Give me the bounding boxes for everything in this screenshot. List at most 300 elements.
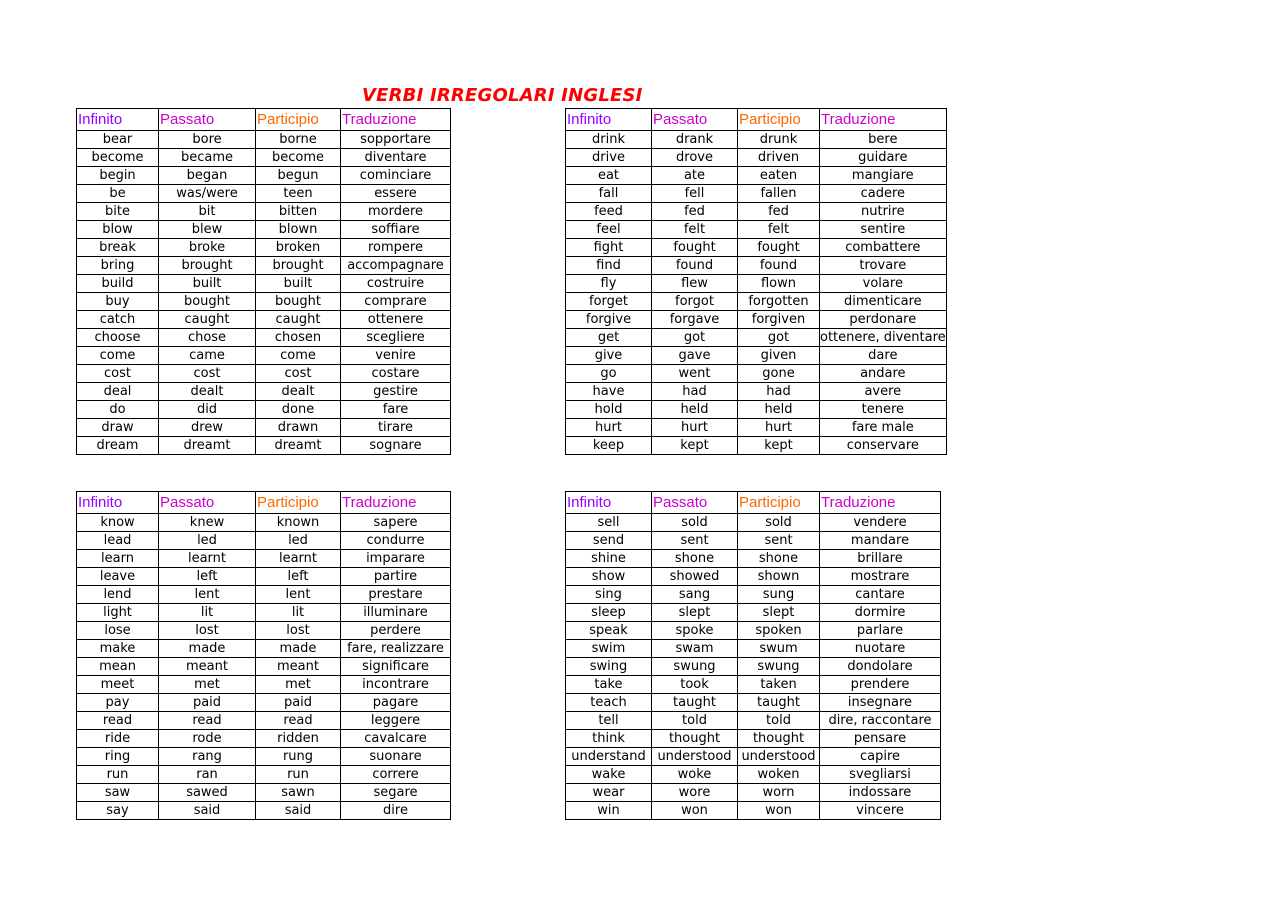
infinito-cell: speak: [566, 622, 652, 640]
passato-cell: swung: [652, 658, 738, 676]
participio-cell: read: [256, 712, 341, 730]
participio-cell: hurt: [738, 419, 820, 437]
infinito-cell: lend: [77, 586, 159, 604]
infinito-cell: saw: [77, 784, 159, 802]
traduzione-cell: pagare: [341, 694, 451, 712]
table-row: [77, 694, 451, 712]
participio-cell: made: [256, 640, 341, 658]
table-row: [77, 383, 451, 401]
table-row: [566, 784, 941, 802]
table-row: [77, 185, 451, 203]
infinito-cell: lose: [77, 622, 159, 640]
traduzione-cell: condurre: [341, 532, 451, 550]
infinito-cell: choose: [77, 329, 159, 347]
traduzione-cell: pensare: [820, 730, 941, 748]
infinito-cell: have: [566, 383, 652, 401]
traduzione-cell: conservare: [820, 437, 947, 455]
passato-cell: read: [159, 712, 256, 730]
infinito-cell: begin: [77, 167, 159, 185]
traduzione-cell: cantare: [820, 586, 941, 604]
header-passato: Passato: [159, 109, 256, 131]
participio-cell: found: [738, 257, 820, 275]
table-row: [77, 550, 451, 568]
traduzione-cell: guidare: [820, 149, 947, 167]
traduzione-cell: mandare: [820, 532, 941, 550]
table-row: [77, 532, 451, 550]
traduzione-cell: significare: [341, 658, 451, 676]
infinito-cell: light: [77, 604, 159, 622]
traduzione-cell: prestare: [341, 586, 451, 604]
passato-cell: won: [652, 802, 738, 820]
verb-table-2: [565, 108, 947, 455]
table-row: [566, 604, 941, 622]
participio-cell: blown: [256, 221, 341, 239]
table-row: [566, 658, 941, 676]
infinito-cell: shine: [566, 550, 652, 568]
participio-cell: run: [256, 766, 341, 784]
traduzione-cell: imparare: [341, 550, 451, 568]
infinito-cell: do: [77, 401, 159, 419]
participio-cell: won: [738, 802, 820, 820]
participio-cell: fought: [738, 239, 820, 257]
participio-cell: brought: [256, 257, 341, 275]
infinito-cell: sell: [566, 514, 652, 532]
passato-cell: made: [159, 640, 256, 658]
header-traduzione: Traduzione: [820, 109, 947, 131]
participio-cell: come: [256, 347, 341, 365]
passato-cell: sang: [652, 586, 738, 604]
infinito-cell: meet: [77, 676, 159, 694]
participio-cell: thought: [738, 730, 820, 748]
infinito-cell: eat: [566, 167, 652, 185]
traduzione-cell: parlare: [820, 622, 941, 640]
passato-cell: shone: [652, 550, 738, 568]
infinito-cell: catch: [77, 311, 159, 329]
verb-table-3: [76, 491, 451, 820]
infinito-cell: hold: [566, 401, 652, 419]
traduzione-cell: correre: [341, 766, 451, 784]
infinito-cell: find: [566, 257, 652, 275]
table-row: [77, 131, 451, 149]
participio-cell: drunk: [738, 131, 820, 149]
traduzione-cell: accompagnare: [341, 257, 451, 275]
table-row: [77, 419, 451, 437]
passato-cell: held: [652, 401, 738, 419]
header-infinito: Infinito: [566, 109, 652, 131]
traduzione-cell: cadere: [820, 185, 947, 203]
traduzione-cell: essere: [341, 185, 451, 203]
table-row: [77, 167, 451, 185]
passato-cell: kept: [652, 437, 738, 455]
traduzione-cell: insegnare: [820, 694, 941, 712]
infinito-cell: cost: [77, 365, 159, 383]
participio-cell: forgiven: [738, 311, 820, 329]
table-row: [77, 275, 451, 293]
passato-cell: sawed: [159, 784, 256, 802]
infinito-cell: be: [77, 185, 159, 203]
infinito-cell: teach: [566, 694, 652, 712]
passato-cell: fought: [652, 239, 738, 257]
infinito-cell: buy: [77, 293, 159, 311]
traduzione-cell: dire, raccontare: [820, 712, 941, 730]
table-row: [77, 802, 451, 820]
participio-cell: done: [256, 401, 341, 419]
infinito-cell: become: [77, 149, 159, 167]
participio-cell: had: [738, 383, 820, 401]
verb-table-4: [565, 491, 941, 820]
traduzione-cell: avere: [820, 383, 947, 401]
passato-cell: lit: [159, 604, 256, 622]
participio-cell: borne: [256, 131, 341, 149]
table-row: [77, 658, 451, 676]
table-row: [566, 149, 947, 167]
infinito-cell: forgive: [566, 311, 652, 329]
table-row: [77, 604, 451, 622]
passato-cell: rang: [159, 748, 256, 766]
traduzione-cell: capire: [820, 748, 941, 766]
passato-cell: knew: [159, 514, 256, 532]
participio-cell: forgotten: [738, 293, 820, 311]
participio-cell: lost: [256, 622, 341, 640]
passato-cell: spoke: [652, 622, 738, 640]
infinito-cell: bring: [77, 257, 159, 275]
participio-cell: bought: [256, 293, 341, 311]
infinito-cell: make: [77, 640, 159, 658]
traduzione-cell: nuotare: [820, 640, 941, 658]
table-row: [77, 329, 451, 347]
passato-cell: drove: [652, 149, 738, 167]
traduzione-cell: brillare: [820, 550, 941, 568]
table-row: [77, 311, 451, 329]
passato-cell: wore: [652, 784, 738, 802]
table-row: [566, 293, 947, 311]
traduzione-cell: mordere: [341, 203, 451, 221]
participio-cell: shone: [738, 550, 820, 568]
passato-cell: bought: [159, 293, 256, 311]
participio-cell: dealt: [256, 383, 341, 401]
passato-cell: thought: [652, 730, 738, 748]
table-row: [77, 365, 451, 383]
traduzione-cell: costruire: [341, 275, 451, 293]
verb-table-1: [76, 108, 451, 455]
infinito-cell: ride: [77, 730, 159, 748]
passato-cell: hurt: [652, 419, 738, 437]
traduzione-cell: scegliere: [341, 329, 451, 347]
infinito-cell: drink: [566, 131, 652, 149]
passato-cell: taught: [652, 694, 738, 712]
traduzione-cell: sentire: [820, 221, 947, 239]
infinito-cell: ring: [77, 748, 159, 766]
passato-cell: found: [652, 257, 738, 275]
table-row: [77, 149, 451, 167]
passato-cell: got: [652, 329, 738, 347]
participio-cell: said: [256, 802, 341, 820]
table-row: [77, 514, 451, 532]
header-row: [566, 492, 941, 514]
traduzione-cell: ottenere: [341, 311, 451, 329]
infinito-cell: blow: [77, 221, 159, 239]
passato-cell: ate: [652, 167, 738, 185]
passato-cell: became: [159, 149, 256, 167]
participio-cell: paid: [256, 694, 341, 712]
traduzione-cell: rompere: [341, 239, 451, 257]
table-row: [566, 550, 941, 568]
passato-cell: ran: [159, 766, 256, 784]
table-row: [77, 293, 451, 311]
traduzione-cell: fare: [341, 401, 451, 419]
infinito-cell: win: [566, 802, 652, 820]
passato-cell: was/were: [159, 185, 256, 203]
traduzione-cell: perdere: [341, 622, 451, 640]
traduzione-cell: prendere: [820, 676, 941, 694]
passato-cell: sold: [652, 514, 738, 532]
table-row: [77, 347, 451, 365]
infinito-cell: draw: [77, 419, 159, 437]
table-row: [566, 275, 947, 293]
table-row: [566, 347, 947, 365]
infinito-cell: read: [77, 712, 159, 730]
passato-cell: rode: [159, 730, 256, 748]
passato-cell: cost: [159, 365, 256, 383]
table-row: [77, 748, 451, 766]
participio-cell: swum: [738, 640, 820, 658]
passato-cell: dealt: [159, 383, 256, 401]
passato-cell: slept: [652, 604, 738, 622]
participio-cell: built: [256, 275, 341, 293]
table-row: [566, 676, 941, 694]
infinito-cell: feed: [566, 203, 652, 221]
traduzione-cell: vendere: [820, 514, 941, 532]
table-row: [566, 730, 941, 748]
participio-cell: cost: [256, 365, 341, 383]
traduzione-cell: gestire: [341, 383, 451, 401]
participio-cell: sawn: [256, 784, 341, 802]
passato-cell: drank: [652, 131, 738, 149]
table-row: [566, 311, 947, 329]
traduzione-cell: incontrare: [341, 676, 451, 694]
traduzione-cell: suonare: [341, 748, 451, 766]
traduzione-cell: trovare: [820, 257, 947, 275]
traduzione-cell: dondolare: [820, 658, 941, 676]
participio-cell: gone: [738, 365, 820, 383]
table-row: [77, 766, 451, 784]
infinito-cell: deal: [77, 383, 159, 401]
participio-cell: lent: [256, 586, 341, 604]
traduzione-cell: sapere: [341, 514, 451, 532]
table-row: [566, 802, 941, 820]
passato-cell: had: [652, 383, 738, 401]
participio-cell: become: [256, 149, 341, 167]
traduzione-cell: sopportare: [341, 131, 451, 149]
passato-cell: bit: [159, 203, 256, 221]
passato-cell: went: [652, 365, 738, 383]
traduzione-cell: leggere: [341, 712, 451, 730]
passato-cell: lost: [159, 622, 256, 640]
traduzione-cell: mostrare: [820, 568, 941, 586]
table-row: [77, 203, 451, 221]
participio-cell: chosen: [256, 329, 341, 347]
infinito-cell: bear: [77, 131, 159, 149]
table-row: [566, 748, 941, 766]
passato-cell: showed: [652, 568, 738, 586]
participio-cell: kept: [738, 437, 820, 455]
passato-cell: sent: [652, 532, 738, 550]
traduzione-cell: costare: [341, 365, 451, 383]
table-row: [77, 221, 451, 239]
header-passato: Passato: [652, 492, 738, 514]
participio-cell: swung: [738, 658, 820, 676]
traduzione-cell: comprare: [341, 293, 451, 311]
table-row: [566, 640, 941, 658]
participio-cell: spoken: [738, 622, 820, 640]
traduzione-cell: andare: [820, 365, 947, 383]
participio-cell: shown: [738, 568, 820, 586]
table-row: [77, 586, 451, 604]
table-row: [566, 568, 941, 586]
traduzione-cell: combattere: [820, 239, 947, 257]
participio-cell: rung: [256, 748, 341, 766]
participio-cell: left: [256, 568, 341, 586]
participio-cell: caught: [256, 311, 341, 329]
participio-cell: led: [256, 532, 341, 550]
table-row: [566, 383, 947, 401]
participio-cell: known: [256, 514, 341, 532]
passato-cell: learnt: [159, 550, 256, 568]
infinito-cell: leave: [77, 568, 159, 586]
participio-cell: worn: [738, 784, 820, 802]
traduzione-cell: dire: [341, 802, 451, 820]
infinito-cell: tell: [566, 712, 652, 730]
table-row: [566, 532, 941, 550]
infinito-cell: lead: [77, 532, 159, 550]
table-row: [566, 514, 941, 532]
participio-cell: begun: [256, 167, 341, 185]
participio-cell: felt: [738, 221, 820, 239]
passato-cell: drew: [159, 419, 256, 437]
traduzione-cell: fare male: [820, 419, 947, 437]
traduzione-cell: vincere: [820, 802, 941, 820]
infinito-cell: come: [77, 347, 159, 365]
infinito-cell: know: [77, 514, 159, 532]
participio-cell: taught: [738, 694, 820, 712]
traduzione-cell: dare: [820, 347, 947, 365]
participio-cell: learnt: [256, 550, 341, 568]
infinito-cell: swing: [566, 658, 652, 676]
passato-cell: bore: [159, 131, 256, 149]
participio-cell: slept: [738, 604, 820, 622]
traduzione-cell: indossare: [820, 784, 941, 802]
passato-cell: meant: [159, 658, 256, 676]
infinito-cell: keep: [566, 437, 652, 455]
traduzione-cell: sognare: [341, 437, 451, 455]
participio-cell: ridden: [256, 730, 341, 748]
traduzione-cell: diventare: [341, 149, 451, 167]
table-row: [77, 568, 451, 586]
infinito-cell: fall: [566, 185, 652, 203]
participio-cell: drawn: [256, 419, 341, 437]
table-row: [77, 784, 451, 802]
passato-cell: brought: [159, 257, 256, 275]
traduzione-cell: svegliarsi: [820, 766, 941, 784]
table-row: [77, 730, 451, 748]
table-row: [566, 257, 947, 275]
participio-cell: sung: [738, 586, 820, 604]
participio-cell: woken: [738, 766, 820, 784]
passato-cell: forgot: [652, 293, 738, 311]
participio-cell: sold: [738, 514, 820, 532]
infinito-cell: dream: [77, 437, 159, 455]
traduzione-cell: partire: [341, 568, 451, 586]
infinito-cell: say: [77, 802, 159, 820]
participio-cell: lit: [256, 604, 341, 622]
table-row: [77, 239, 451, 257]
table-row: [566, 185, 947, 203]
infinito-cell: fight: [566, 239, 652, 257]
participio-cell: given: [738, 347, 820, 365]
participio-cell: bitten: [256, 203, 341, 221]
header-passato: Passato: [159, 492, 256, 514]
traduzione-cell: venire: [341, 347, 451, 365]
infinito-cell: feel: [566, 221, 652, 239]
passato-cell: paid: [159, 694, 256, 712]
passato-cell: dreamt: [159, 437, 256, 455]
table-row: [566, 239, 947, 257]
participio-cell: taken: [738, 676, 820, 694]
header-participio: Participio: [256, 492, 341, 514]
infinito-cell: bite: [77, 203, 159, 221]
infinito-cell: take: [566, 676, 652, 694]
table-row: [566, 329, 947, 347]
participio-cell: flown: [738, 275, 820, 293]
infinito-cell: wake: [566, 766, 652, 784]
header-passato: Passato: [652, 109, 738, 131]
infinito-cell: swim: [566, 640, 652, 658]
table-row: [566, 437, 947, 455]
passato-cell: left: [159, 568, 256, 586]
traduzione-cell: cavalcare: [341, 730, 451, 748]
participio-cell: told: [738, 712, 820, 730]
passato-cell: told: [652, 712, 738, 730]
participio-cell: got: [738, 329, 820, 347]
participio-cell: dreamt: [256, 437, 341, 455]
header-traduzione: Traduzione: [341, 109, 451, 131]
header-row: [77, 109, 451, 131]
traduzione-cell: perdonare: [820, 311, 947, 329]
infinito-cell: go: [566, 365, 652, 383]
infinito-cell: send: [566, 532, 652, 550]
table-row: [566, 221, 947, 239]
participio-cell: driven: [738, 149, 820, 167]
traduzione-cell: segare: [341, 784, 451, 802]
passato-cell: flew: [652, 275, 738, 293]
header-participio: Participio: [738, 492, 820, 514]
infinito-cell: drive: [566, 149, 652, 167]
infinito-cell: give: [566, 347, 652, 365]
passato-cell: gave: [652, 347, 738, 365]
passato-cell: chose: [159, 329, 256, 347]
passato-cell: caught: [159, 311, 256, 329]
traduzione-cell: tenere: [820, 401, 947, 419]
table-row: [77, 257, 451, 275]
infinito-cell: mean: [77, 658, 159, 676]
table-row: [566, 167, 947, 185]
infinito-cell: run: [77, 766, 159, 784]
infinito-cell: forget: [566, 293, 652, 311]
header-row: [77, 492, 451, 514]
passato-cell: swam: [652, 640, 738, 658]
table-row: [77, 676, 451, 694]
passato-cell: felt: [652, 221, 738, 239]
